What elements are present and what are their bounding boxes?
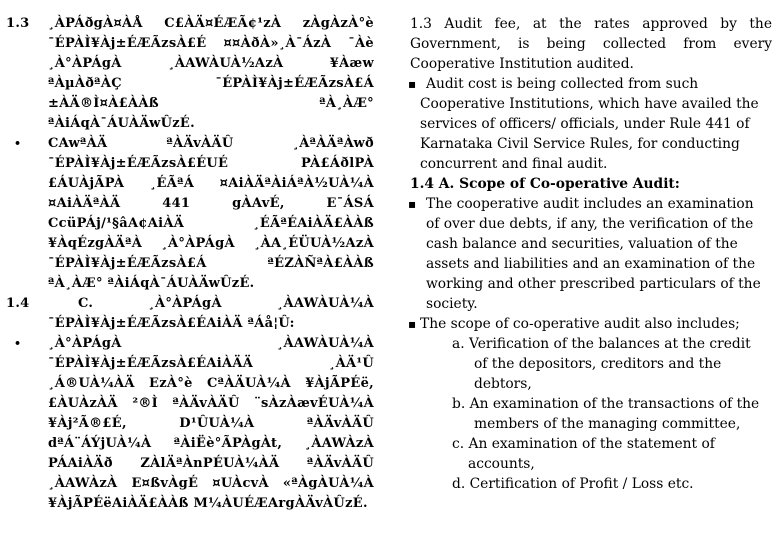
left-line-1-4: 1.4 C. ¸À°ÀPÁgÀ ¸ÀAWÀUÀ¼À (6, 294, 378, 314)
section-number-1-4: 1.4 (6, 296, 30, 311)
right-line-1: 1.3 Audit fee, at the rates approved by the (410, 16, 772, 32)
english-column: 1.3 Audit fee, at the rates approved by the Government, is being collected from every Cooperative Institution audited. ▪ Audit cost is being collected from such Cooperative Institutions, which have availed the services of officers/ officials, under Rule 441 of Karnataka Civil Service Rules, for conducting concurrent and final audit. 1.4 A. Scope of Co-operative Audit: ▪ The cooperative audit includes an examination of over due debts, if any, the verification of the cash balance and securities, valuation of the assets and liabilities and an examination of the working and other prescribed particulars of the society. ▪ The scope of co-operative audit also includes; a. Verification of the balances at the credit of the depositors, creditors and the debtors, b. An examination of the transactions of the members of the managing committee, c. An examination of the statement of accounts, d. Certification of Profit / Loss etc. (408, 16, 772, 492)
bullet-dot: • (14, 337, 22, 350)
bullet-dot: • (14, 137, 22, 150)
square-bullet-icon: ▪ (408, 317, 417, 331)
left-line-1: 1.3 ¸ÀPÁðgÀ¤ÀÅ C£ÀÄ¤ÉÆÃ¢¹zÀ zÀgÀzÀ°è (6, 14, 378, 34)
right-bullet-line-1: ▪ Audit cost is being collected from such (408, 76, 699, 92)
section-heading-1-4: 1.4 A. Scope of Co-operative Audit: (410, 176, 680, 192)
left-bullet-line-1: • CAwªÀÄ ªÀÄvÀÄÛ ¸ÀªÀÄªÀwð (6, 134, 378, 154)
left-bullet-line-2: • ¸À°ÀPÁgÀ ¸ÀAWÀUÀ¼À (6, 334, 378, 354)
square-bullet-icon: ▪ (408, 77, 417, 91)
square-bullet-icon: ▪ (408, 197, 417, 211)
right-bullet-line-2: ▪ The cooperative audit includes an examination (408, 196, 754, 212)
right-bullet-line-3: ▪ The scope of co-operative audit also includes; (408, 316, 740, 332)
kannada-column: 1.3 ¸ÀPÁðgÀ¤ÀÅ C£ÀÄ¤ÉÆÃ¢¹zÀ zÀgÀzÀ°è ¯ÉPÀÌ¥Àj±ÉÆÃzsÀ£É ¤¤ÀðÀ»¸À¯ÁzÀ ¯Àè ¸À°ÀPÁgÀ ¸ÀAWÀUÀ½AzÀ ¥Àæw ªÀµÀðªÀÇ ¯ÉPÀÌ¥Àj±ÉÆÃzsÀ£Á ±ÀÄ®Ì¤À£ÀÀß ªÀ¸ÀÆ° ªÀiÁqÀ¯ÁUÀÄwÛzÉ. • CAwªÀÄ ªÀÄvÀÄÛ ¸ÀªÀÄªÀwð ¯ÉPÀÌ¥Àj±ÉÆÃzsÀ£ÉUÉ PÀ£ÁðlPÀ £ÁUÀjÃPÀ ¸ÉÃªÁ ¤AiÀÄªÀiÁªÀ½UÀ¼À ¤AiÀÄªÀÄ 441 gÀAvÉ, E¯ÁSÁ CcüPÁj/¹§âA¢AiÀÄ ¸ÉÃªÉAiÀÄ£ÀÀß ¥ÀqÉzgÀÄªÀ ¸À°ÀPÁgÀ ¸ÀA¸ÉÜUÀ½AzÀ ¯ÉPÀÌ¥Àj±ÉÆÃzsÀ£Á ªÉZÀÑªÀ£ÀÀß ªÀ¸ÀÆ° ªÀiÁqÀ¯ÁUÀÄwÛzÉ. 1.4 C. ¸À°ÀPÁgÀ ¸ÀAWÀUÀ¼À ¯ÉPÀÌ¥Àj±ÉÆÃzsÀ£ÉAiÀÄ ªÁå¦Û: • ¸À°ÀPÁgÀ ¸ÀAWÀUÀ¼À ¯ÉPÀÌ¥Àj±ÉÆÃzsÀ£ÉAiÀÄÄ ¸ÀÄ¹Û ¸Á®UÀ¼ÀÄ EzÀ°è CªÀÄUÀ¼À ¥ÀjÃPÉë, £ÀUÀzÀÄ ²®Ì ªÀÄvÀÄÛ ¨sÀzÀævÉUÀ¼À ¥Àj²Ã®£É, D¹ÛUÀ¼À ªÀÄvÀÄÛ dªÁ¨ÁÝjUÀ¼À ªÀiËè°ÃPÀgÀt, ¸ÀAWÀzÀ PÁAiÀÄð ZÀlÄªÀnPÉUÀ¼ÀÄ ªÀÄvÀÄÛ ¸ÀAWÀzÀ E¤ßvÀgÉ ¤UÀcvÀ «ªÀgÀUÀ¼À ¥ÀjÃPÉëAiÀÄ£ÀÀß M¼ÀUÉÆArgÀÄvÀÛzÉ. (6, 14, 378, 514)
section-number-1-3: 1.3 (6, 16, 30, 31)
